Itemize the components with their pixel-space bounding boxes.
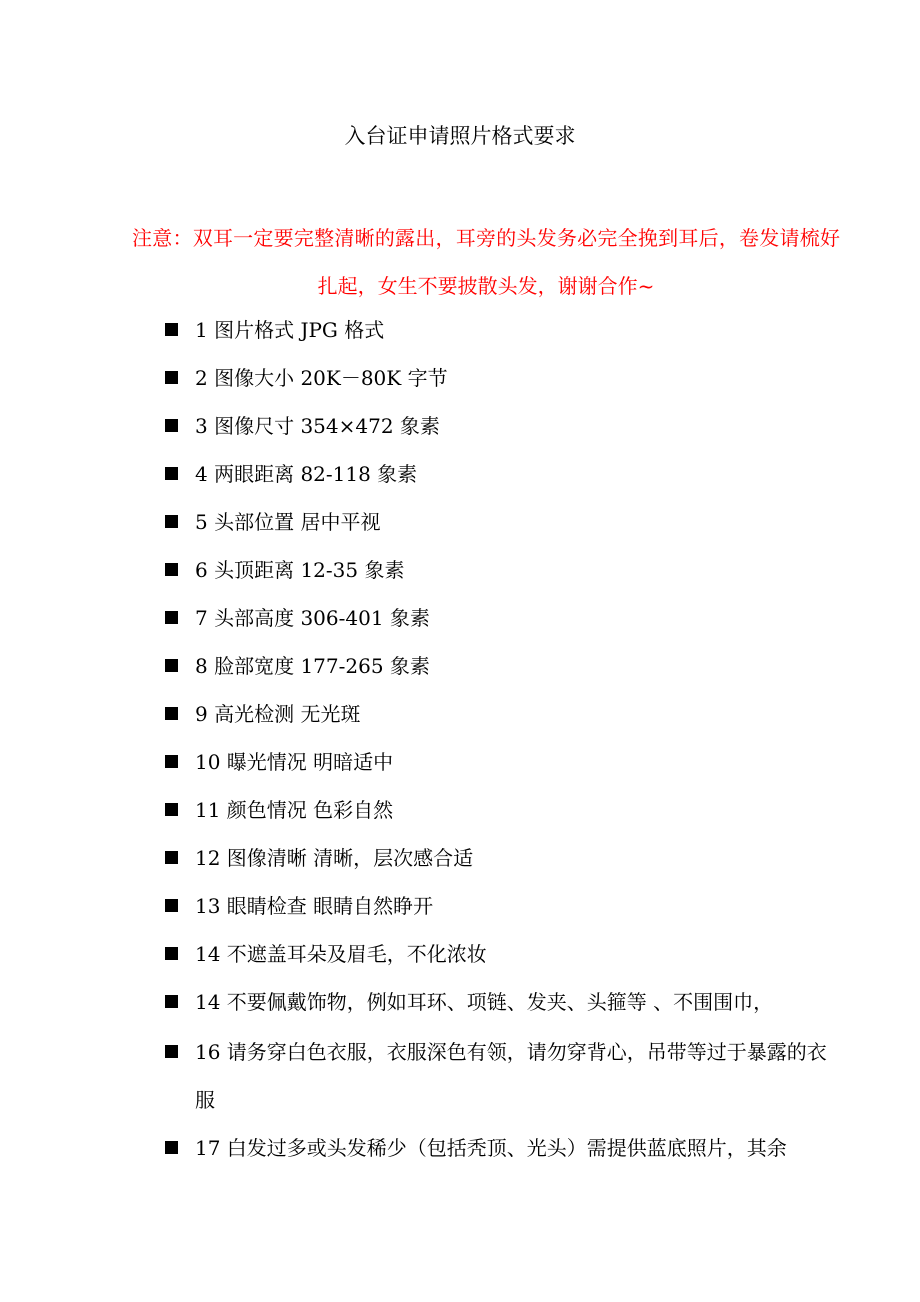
- list-item: [165, 306, 840, 354]
- list-item-text: 5 头部位置 居中平视: [195, 510, 381, 534]
- square-bullet-icon: [165, 563, 178, 576]
- square-bullet-icon: [165, 419, 178, 432]
- list-item: [165, 1028, 840, 1124]
- list-item: [165, 834, 840, 882]
- square-bullet-icon: [165, 659, 178, 672]
- list-item-text: 7 头部高度 306-401 象素: [195, 606, 430, 630]
- notice-text: 注意：双耳一定要完整清晰的露出，耳旁的头发务必完全挽到耳后，卷发请梳好扎起，女生不要披散头发，谢谢合作~: [132, 226, 840, 298]
- list-item: [165, 738, 840, 786]
- list-item-text: 16 请务穿白色衣服，衣服深色有领，请勿穿背心，吊带等过于暴露的衣服: [195, 1040, 827, 1112]
- list-item-text: 13 眼睛检查 眼睛自然睁开: [195, 894, 434, 918]
- list-item-text: 14 不要佩戴饰物，例如耳环、项链、发夹、头箍等 、不围围巾，: [195, 990, 774, 1014]
- list-item-text: 1 图片格式 JPG 格式: [195, 318, 385, 342]
- square-bullet-icon: [165, 899, 178, 912]
- square-bullet-icon: [165, 467, 178, 480]
- list-item: [165, 594, 840, 642]
- list-item-text: 8 脸部宽度 177-265 象素: [195, 654, 430, 678]
- square-bullet-icon: [165, 947, 178, 960]
- list-item: [165, 450, 840, 498]
- list-item: [165, 498, 840, 546]
- square-bullet-icon: [165, 707, 178, 720]
- square-bullet-icon: [165, 851, 178, 864]
- list-item: [165, 402, 840, 450]
- list-item-text: 10 曝光情况 明暗适中: [195, 750, 394, 774]
- list-item-text: 17 白发过多或头发稀少（包括秃顶、光头）需提供蓝底照片，其余: [195, 1136, 787, 1160]
- list-item: [165, 690, 840, 738]
- square-bullet-icon: [165, 995, 178, 1008]
- square-bullet-icon: [165, 1141, 178, 1154]
- square-bullet-icon: [165, 515, 178, 528]
- list-item-text: 6 头顶距离 12-35 象素: [195, 558, 405, 582]
- list-item-text: 11 颜色情况 色彩自然: [195, 798, 394, 822]
- list-item-text: 4 两眼距离 82-118 象素: [195, 462, 418, 486]
- list-item-text: 12 图像清晰 清晰，层次感合适: [195, 846, 474, 870]
- list-item-text: 14 不遮盖耳朵及眉毛，不化浓妆: [195, 942, 487, 966]
- list-item: [165, 978, 840, 1026]
- list-item: [165, 354, 840, 402]
- list-item-text: 3 图像尺寸 354×472 象素: [195, 414, 440, 438]
- list-item: [165, 930, 840, 978]
- list-item: [165, 1124, 840, 1172]
- square-bullet-icon: [165, 323, 178, 336]
- square-bullet-icon: [165, 1045, 178, 1058]
- square-bullet-icon: [165, 755, 178, 768]
- document-title: 入台证申请照片格式要求: [344, 124, 576, 148]
- list-item: [165, 882, 840, 930]
- square-bullet-icon: [165, 803, 178, 816]
- square-bullet-icon: [165, 611, 178, 624]
- list-item: [165, 546, 840, 594]
- list-item-text: 2 图像大小 20K－80K 字节: [195, 366, 448, 390]
- list-item-text: 9 高光检测 无光斑: [195, 702, 361, 726]
- list-item: [165, 642, 840, 690]
- list-item: [165, 786, 840, 834]
- square-bullet-icon: [165, 371, 178, 384]
